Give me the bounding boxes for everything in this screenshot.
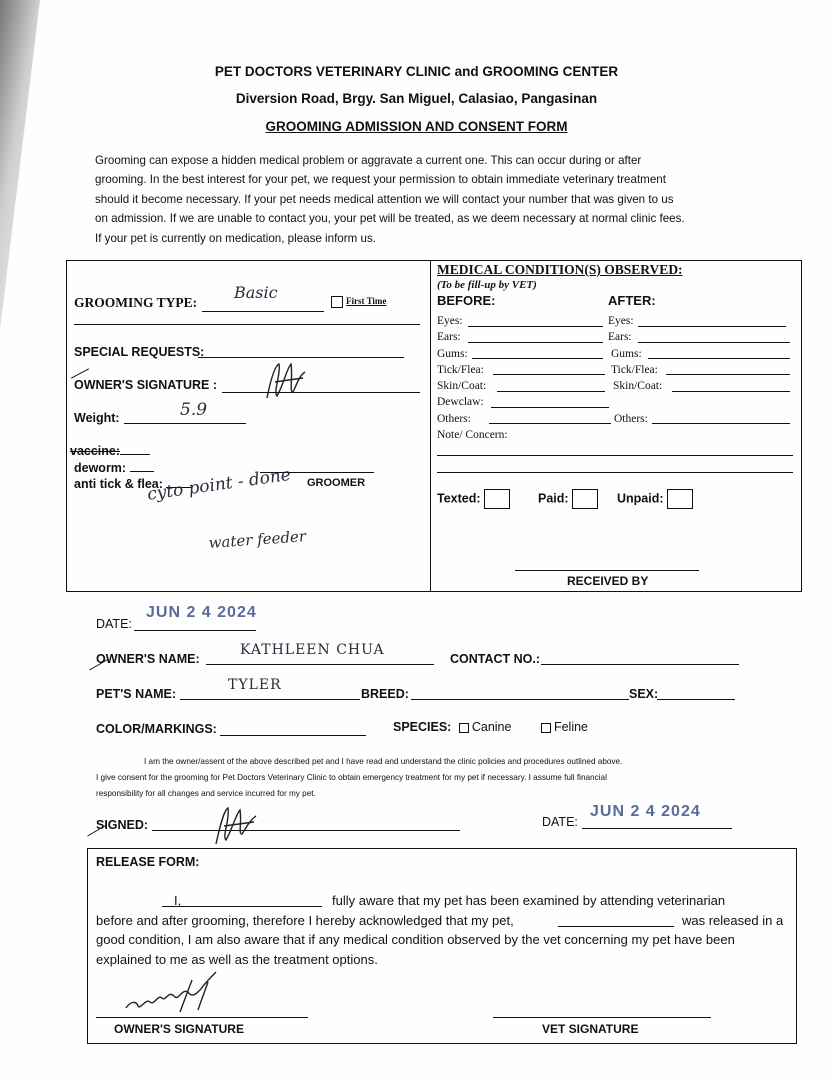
date-stamp: JUN 2 4 2024 [146,604,257,621]
sex-label: SEX: [629,687,659,701]
signed-date-label: DATE: [542,815,578,829]
sex-line[interactable] [657,699,735,700]
species-label: SPECIES: [393,720,452,734]
clinic-name: PET DOCTORS VETERINARY CLINIC and GROOMING CENTER [214,64,619,79]
after-ears-label: Ears: [608,331,632,344]
after-skin-label: Skin/Coat: [613,380,663,393]
grooming-extra-line[interactable] [74,324,420,325]
note-line-2[interactable] [437,472,793,473]
first-time-checkbox[interactable] [331,296,343,308]
after-tick-label: Tick/Flea: [611,363,658,376]
after-skin-line[interactable] [672,391,790,392]
after-eyes-line[interactable] [638,326,786,327]
intro-paragraph [95,151,755,248]
before-ears-line[interactable] [468,342,603,343]
before-others-line[interactable] [489,423,611,424]
deworm-text: deworm: [74,461,127,475]
release-line2-start: before and after grooming, therefore I hereby acknowledged that my pet, [96,912,514,928]
grooming-type-value: Basic [234,283,278,302]
contact-line[interactable] [541,664,739,665]
before-tick-line[interactable] [493,374,605,375]
release-line1-end: fully aware that my pet has been examined by attending veterinarian [332,893,726,908]
deworm-label [74,461,154,475]
paid-checkbox[interactable] [572,489,598,509]
signed-date-line[interactable] [582,828,732,829]
paid-label: Paid: [538,491,569,506]
groomer-label: GROOMER [307,477,366,489]
owner-signature-label: OWNER'S SIGNATURE : [74,378,218,392]
dewclaw-label: Dewclaw: [437,396,484,409]
before-skin-label: Skin/Coat: [437,380,487,393]
after-others-line[interactable] [652,423,790,424]
intro-line: If your pet is currently on medication, please inform us. [95,231,376,245]
before-gums-line[interactable] [472,358,603,359]
release-line2-end: was released in a [682,912,784,928]
breed-line[interactable] [411,699,629,700]
antitick-text: anti tick & flea: [74,477,163,491]
signed-label: SIGNED: [96,818,149,832]
deworm-line[interactable] [130,471,154,472]
signed-date-stamp: JUN 2 4 2024 [590,803,701,820]
vaccine-line[interactable] [120,454,150,455]
owner-signature-caption: OWNER'S SIGNATURE [114,1022,244,1036]
note-label: Note/ Concern: [437,429,508,442]
breed-label: BREED: [361,687,409,701]
groomer-note-2: water feeder [208,527,307,552]
intro-line: grooming. In the best interest for your pet, we request your permission to obtain immediate veterinary treatment [95,173,666,187]
dewclaw-line[interactable] [491,407,609,408]
owner-name-label: OWNER'S NAME: [96,652,200,666]
color-line[interactable] [220,735,366,736]
color-label: COLOR/MARKINGS: [96,722,217,736]
signed-line[interactable] [152,830,460,831]
release-owner-line[interactable] [162,906,322,907]
note-line-1[interactable] [437,455,793,456]
clinic-address: Diversion Road, Brgy. San Miguel, Calasiao, Pangasinan [235,91,598,106]
vet-signature-caption: VET SIGNATURE [542,1022,639,1036]
species-field [393,720,588,734]
owner-signature-scribble [120,968,230,1022]
grooming-type-label: GROOMING TYPE: [74,295,198,310]
after-ears-line[interactable] [638,342,790,343]
before-others-label: Others: [437,412,471,425]
medical-subtitle: (To be fill-up by VET) [437,279,537,291]
owner-name-line[interactable] [206,664,434,665]
after-eyes-label: Eyes: [608,315,634,327]
before-fields [437,313,508,443]
paid-field[interactable] [538,489,598,509]
before-ears-label: Ears: [437,331,461,344]
canine-checkbox[interactable] [459,723,469,733]
after-tick-line[interactable] [666,374,790,375]
vaccine-label [70,444,150,458]
contact-label: CONTACT NO.: [450,652,541,666]
date-line[interactable] [134,630,256,631]
owner-release-signature-line[interactable] [96,1017,308,1018]
form-title: GROOMING ADMISSION AND CONSENT FORM [265,119,568,134]
intro-line: should it become necessary. If your pet needs medical attention we will contact your number that was given to us [95,192,674,206]
pet-name-line[interactable] [180,699,360,700]
groomer-note-1: cyto point - done [146,464,292,505]
vet-signature-line[interactable] [493,1017,711,1018]
received-by-line[interactable] [515,570,699,571]
consent-line: I am the owner/assent of the above described pet and I have read and understand the clinic policies and procedures outlined above. [144,757,623,766]
release-title: RELEASE FORM: [96,855,200,869]
before-eyes-line[interactable] [468,326,603,327]
box-divider [430,260,431,591]
owner-signature-scribble [255,358,315,404]
medical-title: MEDICAL CONDITION(S) OBSERVED: [437,262,683,277]
owner-signature-scribble [202,800,262,848]
special-requests-label: SPECIAL REQUESTS: [74,345,205,359]
after-heading: AFTER: [608,293,656,308]
unpaid-field[interactable] [617,489,693,509]
before-heading: BEFORE: [437,293,496,308]
release-line1-start: I, [174,893,182,908]
canine-label: Canine [471,720,512,734]
weight-line[interactable] [124,423,246,424]
pet-name-value: TYLER [228,677,282,693]
feline-checkbox[interactable] [541,723,551,733]
intro-line: on admission. If we are unable to contact you, your pet will be treated, as we deem necessary at normal clinic fees. [95,212,685,226]
after-others-label: Others: [614,412,648,425]
owner-signature-line[interactable] [222,392,420,393]
first-time-label: First Time [346,296,387,307]
release-paragraph [96,891,790,969]
unpaid-checkbox[interactable] [667,489,693,509]
weight-label: Weight: [74,411,120,425]
release-line4: explained to me as well as the treatment options. [96,951,378,967]
consent-line: I give consent for the grooming for Pet Doctors Veterinary Clinic to obtain emergency treatment for my pet if necessary. I assume full financial [96,773,607,782]
grooming-type-line[interactable] [202,311,324,312]
consent-line: responsibility for all changes and service incurred for my pet. [96,789,316,798]
texted-checkbox[interactable] [484,489,510,509]
before-skin-line[interactable] [497,391,605,392]
release-pet-line[interactable] [558,926,674,927]
date-label: DATE: [96,617,132,631]
after-fields [608,313,662,427]
release-line3: good condition, I am also aware that if any medical condition observed by the vet concerning my pet have been [96,932,735,947]
texted-label: Texted: [437,491,481,506]
feline-label: Feline [553,720,588,734]
after-gums-line[interactable] [648,358,790,359]
vaccine-text: vaccine: [70,444,121,458]
received-by-label: RECEIVED BY [567,574,649,588]
scan-shadow [0,0,40,330]
owner-name-value: KATHLEEN CHUA [240,642,385,658]
weight-value: 5.9 [180,400,208,420]
texted-field[interactable] [437,489,510,509]
unpaid-label: Unpaid: [617,491,664,506]
first-time-option[interactable] [331,296,386,308]
before-eyes-label: Eyes: [437,315,463,327]
before-tick-label: Tick/Flea: [437,363,484,376]
after-gums-label: Gums: [611,347,642,360]
pet-name-label: PET'S NAME: [96,687,177,701]
consent-paragraph [96,754,746,802]
before-gums-label: Gums: [437,347,468,360]
intro-line: Grooming can expose a hidden medical problem or aggravate a current one. This can occur during or after [95,154,642,167]
